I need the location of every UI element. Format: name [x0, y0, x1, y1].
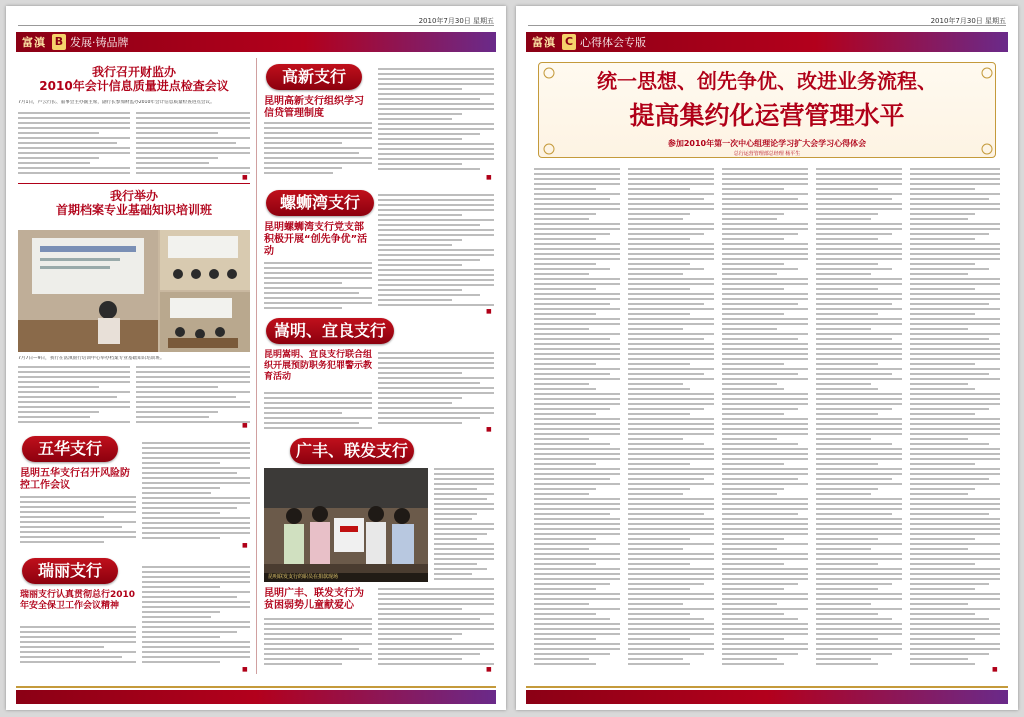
article1-title: [18, 66, 250, 94]
ruili-body-col1: [20, 626, 136, 666]
end-mark: ■: [486, 426, 492, 433]
footer-band: [16, 690, 496, 704]
essay-column-3: [722, 168, 808, 668]
luoshiwan-body-col2: [378, 194, 494, 312]
end-mark: ■: [486, 174, 492, 181]
pill-songming: 嵩明、宜良支行: [266, 318, 394, 344]
footer-line: [16, 686, 496, 688]
end-mark: ■: [242, 666, 248, 673]
ruili-headline: 瑞丽支行认真贯彻总行2010年安全保卫工作会议精神: [20, 590, 136, 611]
article2-body-col1: [18, 366, 130, 424]
luoshiwan-headline: 昆明螺蛳湾支行党支部积极开展“创先争优”活动: [264, 222, 368, 257]
article1-body-col2: [136, 112, 250, 176]
gaoxin-body-col1: [264, 122, 372, 176]
pill-guangfeng: 广丰、联发支行: [290, 438, 414, 464]
end-mark: ■: [486, 308, 492, 315]
end-mark: ■: [992, 666, 998, 673]
songming-body-col1: [264, 392, 372, 430]
end-mark: ■: [242, 422, 248, 429]
article2-title: [18, 190, 250, 218]
date-line: 2010年7月30日 星期五: [528, 16, 1006, 26]
footer-line: [526, 686, 1008, 688]
article2-title-line2: 首期档案专业基础知识培训班: [55, 202, 212, 217]
main-headline-line1: 统一思想、创先争优、改进业务流程、: [597, 69, 937, 93]
guangfeng-body-col0: [434, 468, 494, 582]
training-photo: [18, 230, 250, 352]
article1-title-line2: 2010年会计信息质量进点检查会议: [39, 78, 229, 93]
essay-column-2: [628, 168, 714, 668]
section-name: 心得体会专版: [580, 36, 646, 49]
wuhua-body-col1: [20, 496, 136, 544]
luoshiwan-body-col1: [264, 262, 372, 312]
songming-body-col2: [378, 352, 494, 430]
section-banner: [526, 32, 1008, 52]
right-page: [516, 6, 1018, 710]
subtitle: 参加2010年第一次中心组理论学习扩大会学习心得体会: [667, 139, 867, 148]
end-mark: ■: [242, 542, 248, 549]
essay-column-4: [816, 168, 902, 668]
essay-column-5: [910, 168, 1000, 668]
essay-column-1: [534, 168, 620, 668]
article2-title-line1: 我行举办: [109, 189, 158, 203]
section-letter: B: [52, 34, 66, 50]
pill-wuhua: 五华支行: [22, 436, 118, 462]
section-name: 发展·铸品牌: [70, 36, 129, 49]
brand-logo: 富滇: [532, 36, 556, 49]
date-line: 2010年7月30日 星期五: [18, 16, 494, 26]
guangfeng-headline: 昆明广丰、联发支行为贫困弱势儿童献爱心: [264, 588, 364, 611]
divider: [18, 183, 250, 184]
guangfeng-body-col1: [264, 618, 372, 666]
wuhua-body-col2: [142, 442, 250, 544]
article2-excerpt: 7月7日—9日，我行在富滇银行培训中心举办档案专业基础知识培训班。: [18, 356, 165, 361]
brand-logo: 富滇: [22, 36, 46, 49]
article1-body-col1: [18, 112, 130, 176]
donation-photo-caption: 昆明联发支行的职员在捐款现场: [264, 573, 428, 582]
songming-headline: 昆明嵩明、宜良支行联合组织开展预防职务犯罪警示教育活动: [264, 350, 373, 382]
footer-band: [526, 690, 1008, 704]
article2-body-col2: [136, 366, 250, 424]
author: 总行运营管理部总经理 杨平生: [733, 151, 801, 157]
guangfeng-body-col2: [378, 588, 494, 666]
end-mark: ■: [242, 174, 248, 181]
gaoxin-headline: 昆明高新支行组织学习信贷管理制度: [264, 96, 364, 119]
ruili-body-col2: [142, 566, 250, 666]
article1-title-line1: 我行召开财监办: [91, 65, 176, 79]
article1-excerpt: 7月1日，卢云行长、董事会主办副主席，副行长参加财监办2010年会计信息质量检查进点会议。: [18, 100, 215, 105]
pill-luoshiwan: 螺蛳湾支行: [266, 190, 374, 216]
pill-gaoxin: 高新支行: [266, 64, 362, 90]
section-banner: [16, 32, 496, 52]
gaoxin-body-col2: [378, 68, 494, 176]
column-divider: [256, 58, 257, 674]
end-mark: ■: [486, 666, 492, 673]
pill-ruili: 瑞丽支行: [22, 558, 118, 584]
section-letter: C: [562, 34, 576, 50]
donation-photo: [264, 468, 428, 582]
wuhua-headline: 昆明五华支行召开风险防控工作会议: [20, 468, 130, 491]
left-page: [6, 6, 506, 710]
main-headline-line2: 提高集约化运营管理水平: [629, 101, 905, 130]
